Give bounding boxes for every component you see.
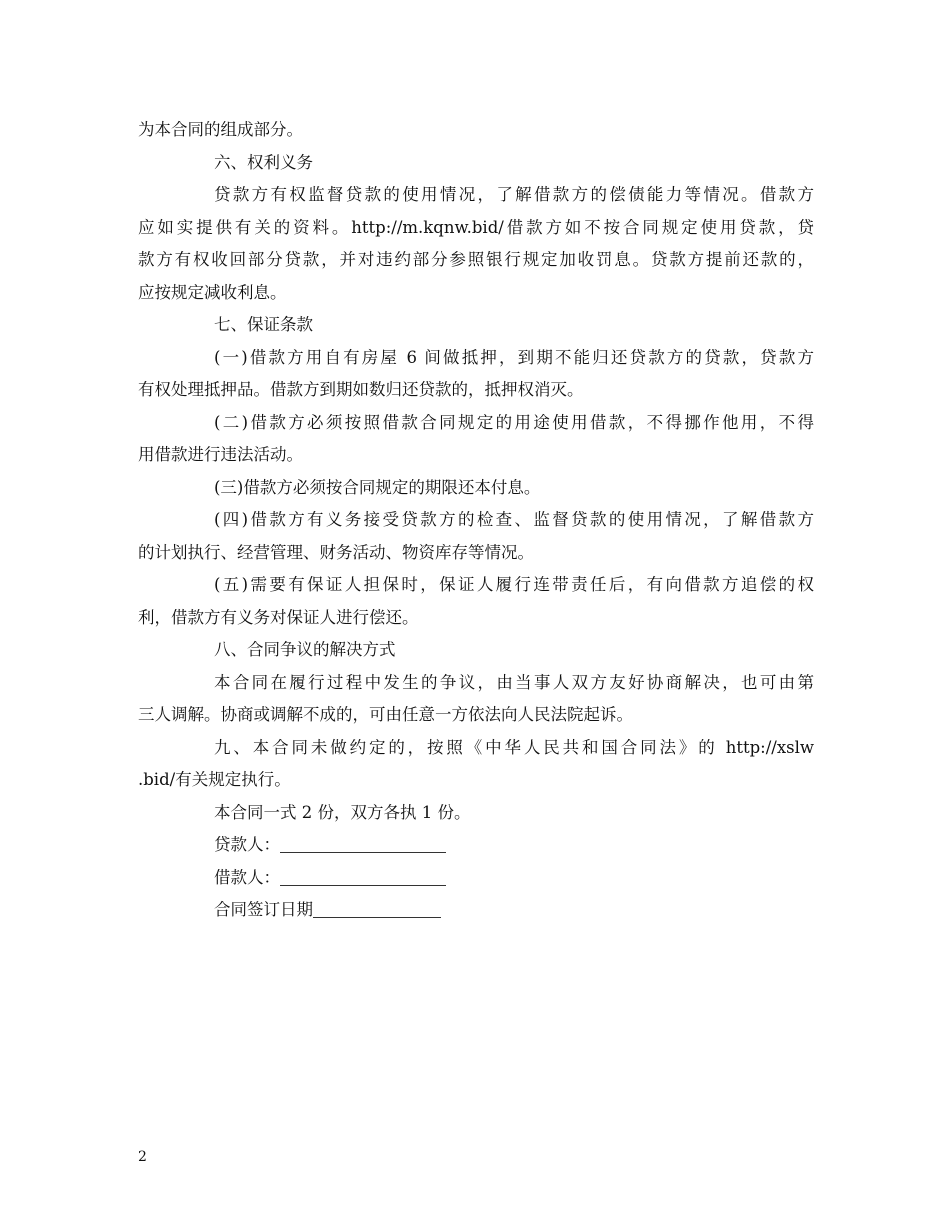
text-line: (四)借款方有义务接受贷款方的检查、监督贷款的使用情况，了解借款方 <box>214 510 814 529</box>
signature-label: 贷款人： <box>214 835 280 854</box>
text-line: 贷款方有权监督贷款的使用情况，了解借款方的偿债能力等情况。借款方 <box>214 185 814 204</box>
text-line: 三人调解。协商或调解不成的，可由任意一方依法向人民法院起诉。 <box>138 705 633 724</box>
signature-blank <box>280 832 446 853</box>
text-line: 六、权利义务 <box>214 152 313 172</box>
text-line: 七、保证条款 <box>214 315 313 334</box>
signature-line <box>138 894 814 927</box>
signature-blank <box>280 865 446 886</box>
text-line: 本合同一式 2 份，双方各执 1 份。 <box>214 802 471 822</box>
text-line: 九、本合同未做约定的，按照《中华人民共和国合同法》的 http://xslw <box>214 737 814 757</box>
text-line: .bid/有关规定执行。 <box>138 770 291 789</box>
signature-line <box>138 829 814 862</box>
signature-label: 合同签订日期 <box>214 900 313 919</box>
signature-line <box>138 862 814 895</box>
text-line: 的计划执行、经营管理、财务活动、物资库存等情况。 <box>138 542 534 562</box>
text-line: 八、合同争议的解决方式 <box>214 640 396 659</box>
text-line: (三)借款方必须按合同规定的期限还本付息。 <box>214 477 541 497</box>
page-number: 2 <box>138 1149 147 1165</box>
text-line: 应如实提供有关的资料。http://m.kqnw.bid/借款方如不按合同规定使用贷款，贷 <box>138 217 814 237</box>
contract-text <box>138 114 814 829</box>
text-line: (五)需要有保证人担保时，保证人履行连带责任后，有向借款方追偿的权 <box>214 575 814 594</box>
text-line: 利，借款方有义务对保证人进行偿还。 <box>138 607 419 627</box>
signature-blank <box>313 897 441 918</box>
text-line: 用借款进行违法活动。 <box>138 445 303 464</box>
text-line: (一)借款方用自有房屋 6 间做抵押，到期不能归还贷款方的贷款，贷款方 <box>214 347 814 367</box>
text-line: 有权处理抵押品。借款方到期如数归还贷款的，抵押权消灭。 <box>138 380 584 399</box>
text-line: 本合同在履行过程中发生的争议，由当事人双方友好协商解决，也可由第 <box>214 672 814 692</box>
text-line: 款方有权收回部分贷款，并对违约部分参照银行规定加收罚息。贷款方提前还款的， <box>138 250 814 269</box>
signature-block <box>138 829 814 927</box>
document-body <box>138 114 814 927</box>
text-line: 应按规定减收利息。 <box>138 282 287 302</box>
text-line: (二)借款方必须按照借款合同规定的用途使用借款，不得挪作他用，不得 <box>214 412 814 432</box>
text-line: 为本合同的组成部分。 <box>138 120 303 139</box>
signature-label: 借款人： <box>214 867 280 887</box>
